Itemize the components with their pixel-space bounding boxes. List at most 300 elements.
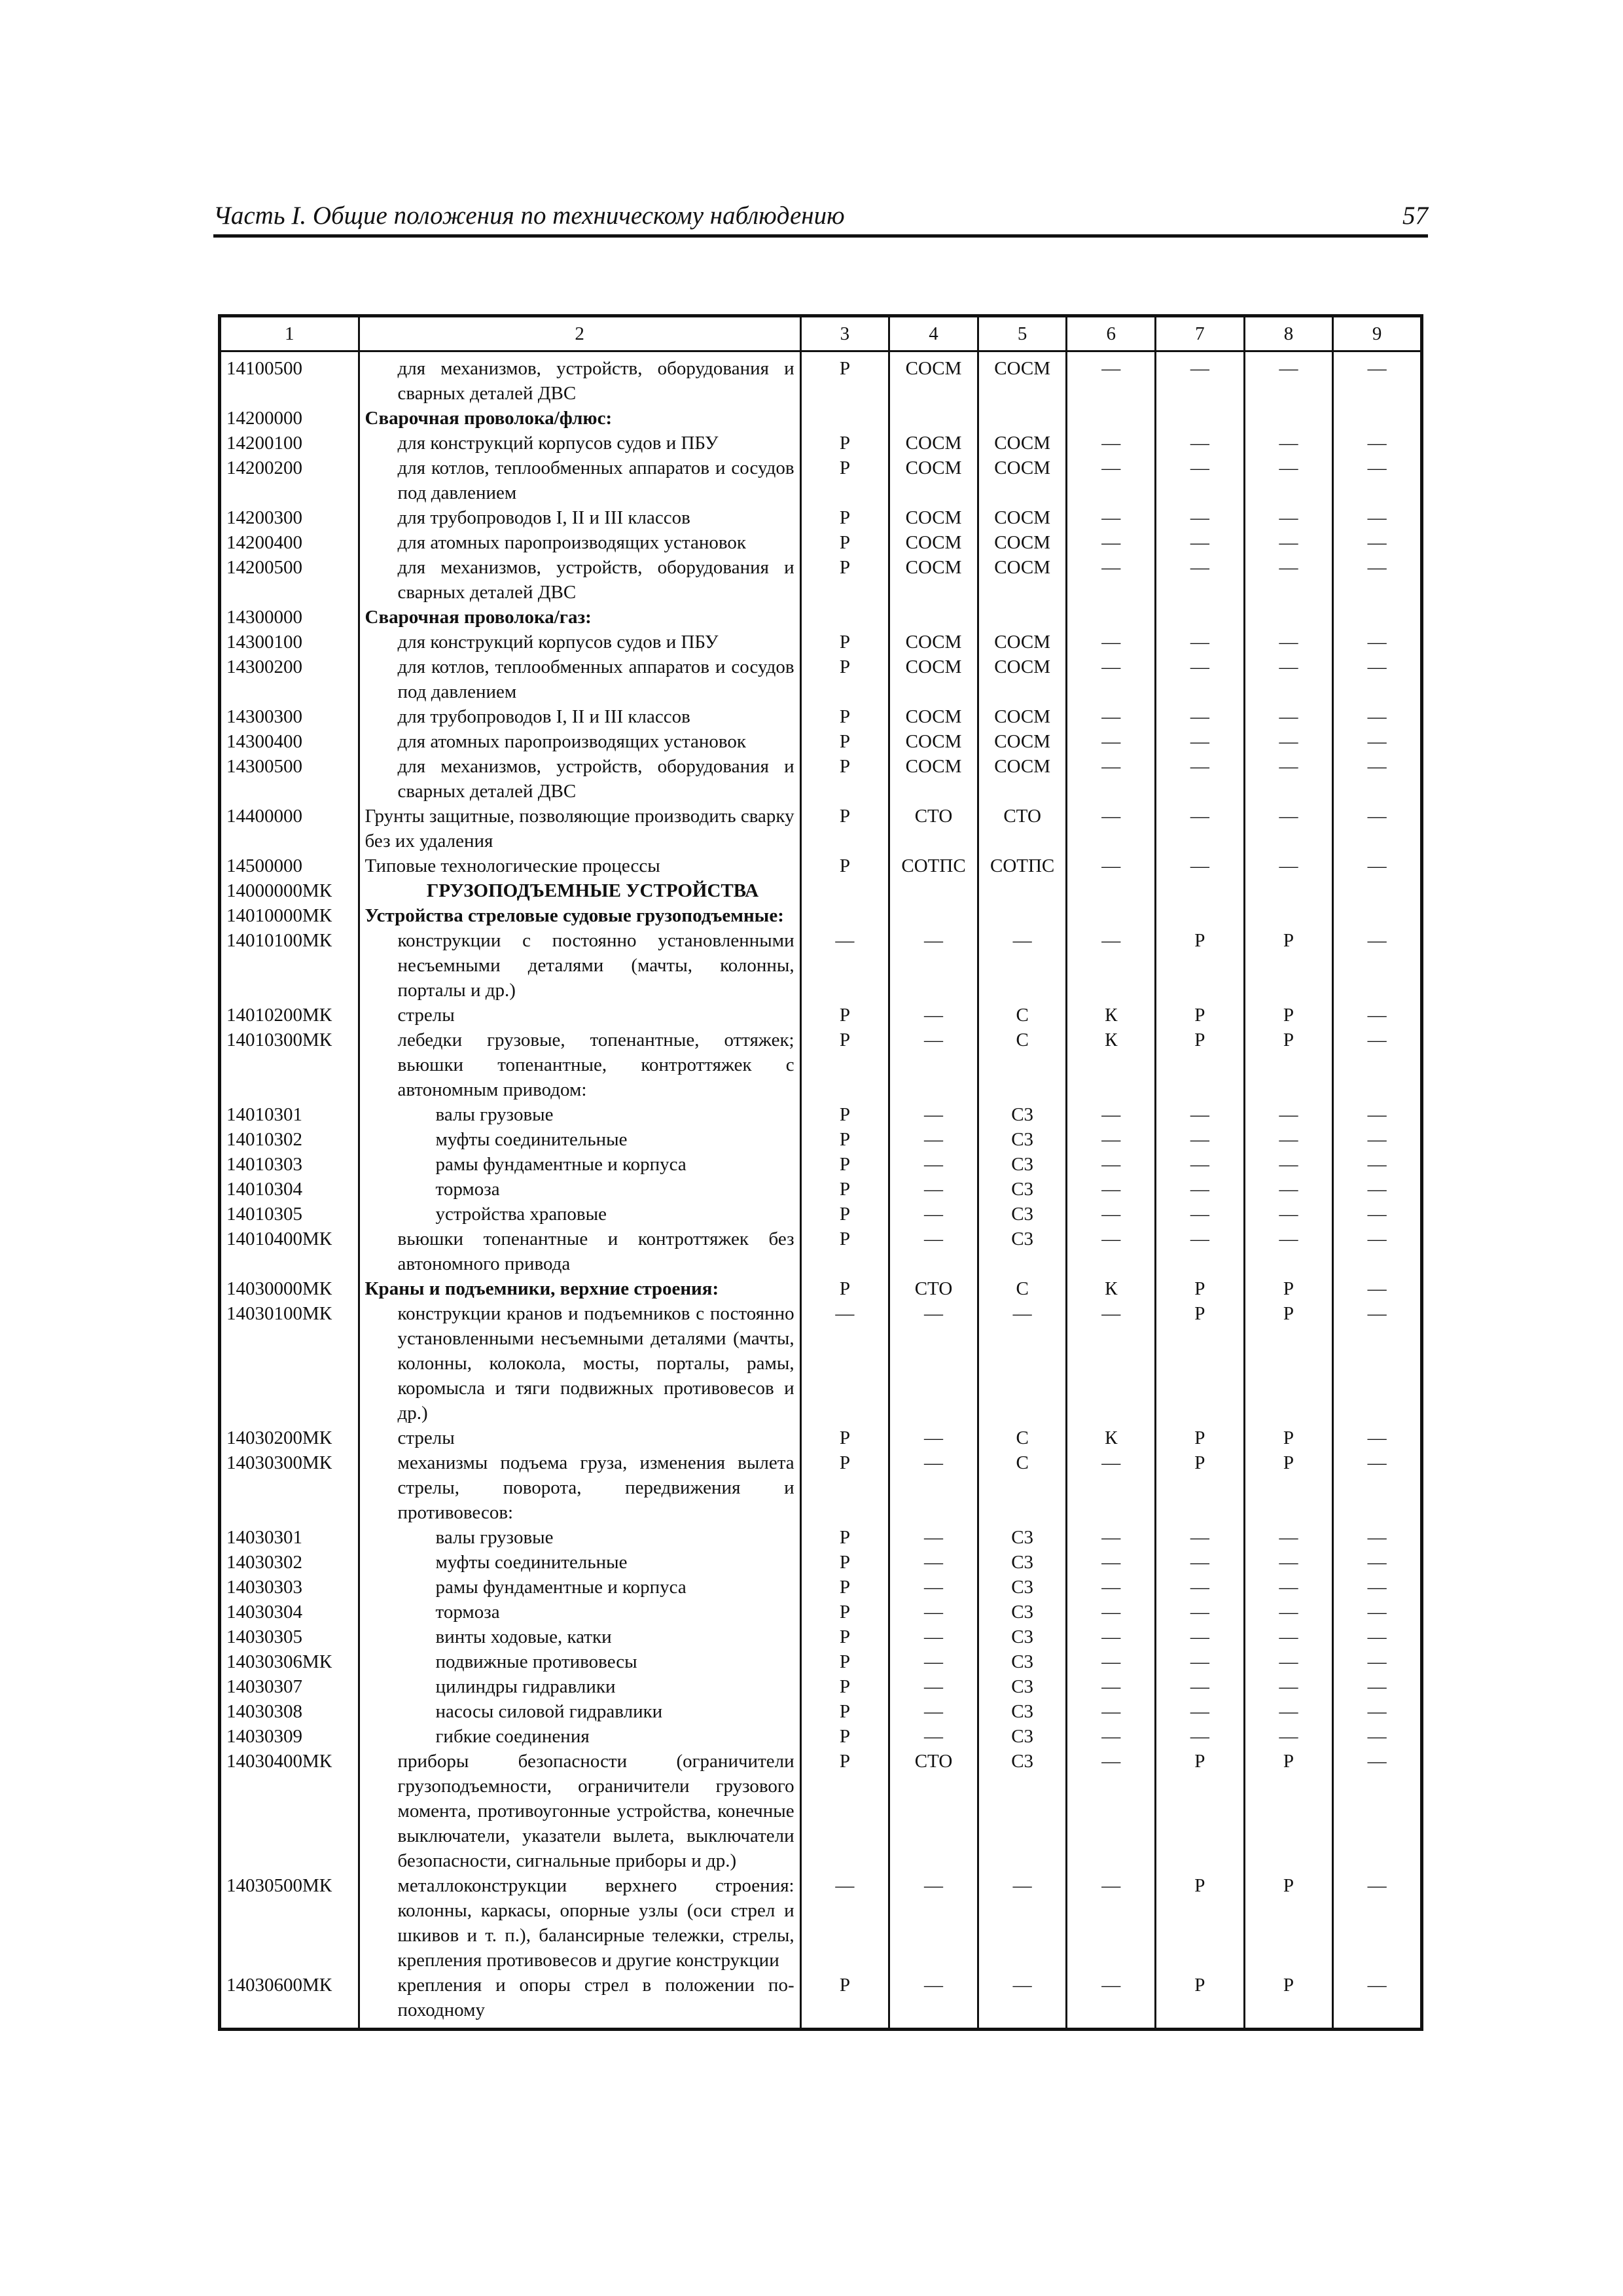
item-name: рамы фундаментные и корпуса	[435, 1154, 687, 1175]
table-row	[220, 1276, 1422, 1301]
value-cell-c8: —	[1244, 1624, 1333, 1649]
value-cell-c3: —	[800, 928, 889, 1003]
value-cell-c3: Р	[800, 555, 889, 605]
value-cell-c5: СОСМ	[978, 655, 1067, 704]
item-code: 14200000	[220, 406, 359, 431]
value-cell-c3: Р	[800, 1749, 889, 1873]
table-row	[220, 1177, 1422, 1202]
value-cell-c5: С	[978, 1003, 1067, 1028]
value-cell-c4: —	[889, 1600, 978, 1624]
table-header-row	[220, 316, 1422, 351]
table-row	[220, 1600, 1422, 1624]
value-cell-c5: С3	[978, 1749, 1067, 1873]
item-name-cell	[359, 1749, 800, 1873]
value-cell-c5: С3	[978, 1227, 1067, 1276]
value-cell-c4: —	[889, 1426, 978, 1450]
value-cell-c8: —	[1244, 804, 1333, 853]
value-cell-c3: Р	[800, 1649, 889, 1674]
item-name-cell	[359, 655, 800, 704]
table-row	[220, 605, 1422, 630]
value-cell-c3: Р	[800, 1102, 889, 1127]
value-cell-c5: С3	[978, 1624, 1067, 1649]
value-cell-c5: С	[978, 1028, 1067, 1102]
item-name-cell	[359, 1102, 800, 1127]
table-row	[220, 903, 1422, 928]
value-cell-c8: —	[1244, 1575, 1333, 1600]
column-header: 7	[1156, 316, 1245, 351]
table-row	[220, 1450, 1422, 1525]
value-cell-c3: —	[800, 1873, 889, 1973]
value-cell-c9: —	[1333, 1450, 1422, 1525]
value-cell-c4: —	[889, 1301, 978, 1426]
value-cell-c9: —	[1333, 630, 1422, 655]
value-cell-c4: —	[889, 1674, 978, 1699]
value-cell-c5	[978, 605, 1067, 630]
table-row	[220, 853, 1422, 878]
value-cell-c6: —	[1067, 505, 1156, 530]
item-code: 14200200	[220, 456, 359, 505]
value-cell-c7: Р	[1156, 1450, 1245, 1525]
item-name-cell	[359, 903, 800, 928]
column-header: 2	[359, 316, 800, 351]
value-cell-c9: —	[1333, 1102, 1422, 1127]
value-cell-c6: —	[1067, 1152, 1156, 1177]
item-code: 14030309	[220, 1724, 359, 1749]
value-cell-c9: —	[1333, 1550, 1422, 1575]
value-cell-c8: —	[1244, 431, 1333, 456]
value-cell-c6: —	[1067, 754, 1156, 804]
value-cell-c9: —	[1333, 1699, 1422, 1724]
value-cell-c7: —	[1156, 1699, 1245, 1724]
item-name: Краны и подъемники, верхние строения:	[365, 1278, 719, 1299]
value-cell-c7: —	[1156, 1177, 1245, 1202]
table-row	[220, 704, 1422, 729]
value-cell-c9: —	[1333, 704, 1422, 729]
value-cell-c6: —	[1067, 1674, 1156, 1699]
table-row	[220, 351, 1422, 406]
value-cell-c4: —	[889, 1699, 978, 1724]
value-cell-c7	[1156, 605, 1245, 630]
value-cell-c9: —	[1333, 1227, 1422, 1276]
value-cell-c5	[978, 903, 1067, 928]
item-code: 14300400	[220, 729, 359, 754]
item-code: 14200500	[220, 555, 359, 605]
value-cell-c8: —	[1244, 1550, 1333, 1575]
value-cell-c6: —	[1067, 431, 1156, 456]
item-name-cell	[359, 1003, 800, 1028]
item-name-cell	[359, 1152, 800, 1177]
value-cell-c5: СОСМ	[978, 754, 1067, 804]
value-cell-c4	[889, 605, 978, 630]
table-row	[220, 406, 1422, 431]
value-cell-c6: —	[1067, 1600, 1156, 1624]
value-cell-c9: —	[1333, 1525, 1422, 1550]
value-cell-c9: —	[1333, 1575, 1422, 1600]
value-cell-c3: Р	[800, 431, 889, 456]
value-cell-c3: Р	[800, 351, 889, 406]
value-cell-c8: Р	[1244, 1450, 1333, 1525]
value-cell-c3: Р	[800, 729, 889, 754]
value-cell-c7	[1156, 903, 1245, 928]
column-header: 9	[1333, 316, 1422, 351]
value-cell-c8: Р	[1244, 1873, 1333, 1973]
value-cell-c3: Р	[800, 1127, 889, 1152]
item-code: 14200100	[220, 431, 359, 456]
value-cell-c6: К	[1067, 1003, 1156, 1028]
value-cell-c8	[1244, 605, 1333, 630]
page-title: Часть I. Общие положения по техническому наблюдению	[213, 202, 845, 230]
table-row	[220, 1873, 1422, 1973]
item-name: конструкции кранов и подъемников с постоянно установленными несъемными деталями (мачты, колонны, колокола, мосты, порталы, рамы, коромысла и тяги подвижных противовесов и др.)	[397, 1303, 794, 1424]
value-cell-c8: Р	[1244, 1276, 1333, 1301]
value-cell-c3	[800, 406, 889, 431]
item-name: стрелы	[397, 1427, 455, 1448]
column-header: 5	[978, 316, 1067, 351]
value-cell-c9: —	[1333, 1973, 1422, 2030]
item-name-cell	[359, 1450, 800, 1525]
item-name: подвижные противовесы	[435, 1651, 637, 1672]
item-name-cell	[359, 530, 800, 555]
table-row	[220, 1426, 1422, 1450]
value-cell-c4: —	[889, 1973, 978, 2030]
value-cell-c8: —	[1244, 505, 1333, 530]
value-cell-c8: —	[1244, 1202, 1333, 1227]
value-cell-c4	[889, 406, 978, 431]
value-cell-c8: —	[1244, 729, 1333, 754]
value-cell-c9: —	[1333, 1202, 1422, 1227]
value-cell-c6: —	[1067, 1202, 1156, 1227]
page-header	[213, 196, 1428, 238]
column-header: 3	[800, 316, 889, 351]
value-cell-c7: —	[1156, 754, 1245, 804]
value-cell-c6	[1067, 406, 1156, 431]
value-cell-c5: СОСМ	[978, 729, 1067, 754]
value-cell-c9: —	[1333, 431, 1422, 456]
value-cell-c5: С3	[978, 1177, 1067, 1202]
value-cell-c8: —	[1244, 1724, 1333, 1749]
column-header: 4	[889, 316, 978, 351]
table-row	[220, 505, 1422, 530]
item-code: 14100500	[220, 351, 359, 406]
value-cell-c6: —	[1067, 1102, 1156, 1127]
item-name: гибкие соединения	[435, 1726, 590, 1747]
item-code: 14010300МК	[220, 1028, 359, 1102]
value-cell-c6: —	[1067, 351, 1156, 406]
item-code: 14030500МК	[220, 1873, 359, 1973]
item-code: 14030306МК	[220, 1649, 359, 1674]
item-name-cell	[359, 505, 800, 530]
item-name-cell	[359, 1276, 800, 1301]
item-code: 14200400	[220, 530, 359, 555]
value-cell-c6: —	[1067, 530, 1156, 555]
value-cell-c6: К	[1067, 1276, 1156, 1301]
value-cell-c6: —	[1067, 1127, 1156, 1152]
table-row	[220, 878, 1422, 903]
item-name-cell	[359, 1028, 800, 1102]
item-name: для механизмов, устройств, оборудования и сварных деталей ДВС	[397, 557, 794, 603]
value-cell-c8	[1244, 406, 1333, 431]
item-code: 14030200МК	[220, 1426, 359, 1450]
value-cell-c4: СТО	[889, 1749, 978, 1873]
value-cell-c6: —	[1067, 804, 1156, 853]
value-cell-c9: —	[1333, 655, 1422, 704]
item-code: 14010303	[220, 1152, 359, 1177]
value-cell-c9: —	[1333, 754, 1422, 804]
value-cell-c4: —	[889, 1873, 978, 1973]
value-cell-c5: СОСМ	[978, 456, 1067, 505]
value-cell-c6: —	[1067, 1227, 1156, 1276]
value-cell-c5: С3	[978, 1600, 1067, 1624]
value-cell-c5: С3	[978, 1202, 1067, 1227]
value-cell-c6: К	[1067, 1028, 1156, 1102]
value-cell-c8: —	[1244, 754, 1333, 804]
value-cell-c7: —	[1156, 351, 1245, 406]
item-code: 14030300МК	[220, 1450, 359, 1525]
value-cell-c4	[889, 878, 978, 903]
item-code: 14400000	[220, 804, 359, 853]
value-cell-c6: —	[1067, 1973, 1156, 2030]
value-cell-c9: —	[1333, 1028, 1422, 1102]
value-cell-c5: —	[978, 1873, 1067, 1973]
item-name-cell	[359, 1624, 800, 1649]
value-cell-c3	[800, 903, 889, 928]
item-name: Сварочная проволока/газ:	[365, 607, 592, 628]
value-cell-c6: —	[1067, 1724, 1156, 1749]
item-name-cell	[359, 1525, 800, 1550]
value-cell-c7: —	[1156, 1152, 1245, 1177]
value-cell-c6: —	[1067, 1873, 1156, 1973]
value-cell-c5	[978, 878, 1067, 903]
value-cell-c8: —	[1244, 853, 1333, 878]
table-row	[220, 1550, 1422, 1575]
value-cell-c9: —	[1333, 1152, 1422, 1177]
item-name: стрелы	[397, 1005, 455, 1026]
value-cell-c5: СОСМ	[978, 555, 1067, 605]
item-code: 14030304	[220, 1600, 359, 1624]
value-cell-c7: Р	[1156, 1028, 1245, 1102]
value-cell-c7: —	[1156, 655, 1245, 704]
table-row	[220, 754, 1422, 804]
value-cell-c3: Р	[800, 804, 889, 853]
table-row	[220, 530, 1422, 555]
item-name: для котлов, теплообменных аппаратов и сосудов под давлением	[397, 656, 794, 702]
item-code: 14200300	[220, 505, 359, 530]
item-code: 14010200МК	[220, 1003, 359, 1028]
value-cell-c6	[1067, 903, 1156, 928]
value-cell-c8	[1244, 903, 1333, 928]
value-cell-c9	[1333, 878, 1422, 903]
item-code: 14030600МК	[220, 1973, 359, 2030]
value-cell-c6	[1067, 878, 1156, 903]
value-cell-c3: Р	[800, 1028, 889, 1102]
value-cell-c5: С3	[978, 1550, 1067, 1575]
value-cell-c8: —	[1244, 1127, 1333, 1152]
item-name: валы грузовые	[435, 1104, 554, 1125]
value-cell-c9: —	[1333, 1624, 1422, 1649]
value-cell-c6: —	[1067, 928, 1156, 1003]
item-name-cell	[359, 1202, 800, 1227]
item-name-cell	[359, 1301, 800, 1426]
value-cell-c9: —	[1333, 1674, 1422, 1699]
item-name-cell	[359, 351, 800, 406]
value-cell-c9: —	[1333, 1600, 1422, 1624]
item-code: 14030400МК	[220, 1749, 359, 1873]
table-row	[220, 431, 1422, 456]
item-code: 14500000	[220, 853, 359, 878]
item-name-cell	[359, 754, 800, 804]
item-code: 14010304	[220, 1177, 359, 1202]
value-cell-c9	[1333, 903, 1422, 928]
value-cell-c8: Р	[1244, 1749, 1333, 1873]
value-cell-c7: —	[1156, 1600, 1245, 1624]
value-cell-c3: Р	[800, 1699, 889, 1724]
value-cell-c3: Р	[800, 1550, 889, 1575]
value-cell-c9: —	[1333, 729, 1422, 754]
column-header: 8	[1244, 316, 1333, 351]
value-cell-c9: —	[1333, 1749, 1422, 1873]
value-cell-c5: —	[978, 1301, 1067, 1426]
item-code: 14000000МК	[220, 878, 359, 903]
table-row	[220, 1102, 1422, 1127]
value-cell-c4: —	[889, 1127, 978, 1152]
value-cell-c9: —	[1333, 1301, 1422, 1426]
value-cell-c3: Р	[800, 1624, 889, 1649]
value-cell-c5: С	[978, 1426, 1067, 1450]
item-name-cell	[359, 1575, 800, 1600]
value-cell-c5	[978, 406, 1067, 431]
table-row	[220, 456, 1422, 505]
value-cell-c7: —	[1156, 1575, 1245, 1600]
value-cell-c4: СОСМ	[889, 729, 978, 754]
value-cell-c8: —	[1244, 555, 1333, 605]
item-name: винты ходовые, катки	[435, 1626, 612, 1647]
item-code: 14030000МК	[220, 1276, 359, 1301]
item-name-cell	[359, 1873, 800, 1973]
item-name-cell	[359, 1227, 800, 1276]
value-cell-c3	[800, 878, 889, 903]
value-cell-c8: Р	[1244, 928, 1333, 1003]
value-cell-c3: Р	[800, 853, 889, 878]
item-name: для механизмов, устройств, оборудования и сварных деталей ДВС	[397, 756, 794, 802]
table-row	[220, 1152, 1422, 1177]
value-cell-c9: —	[1333, 1276, 1422, 1301]
table-row	[220, 1003, 1422, 1028]
value-cell-c8: —	[1244, 1649, 1333, 1674]
table-row	[220, 630, 1422, 655]
value-cell-c5: СОСМ	[978, 630, 1067, 655]
item-code: 14010301	[220, 1102, 359, 1127]
value-cell-c6: —	[1067, 1525, 1156, 1550]
value-cell-c4: —	[889, 1202, 978, 1227]
value-cell-c7: —	[1156, 804, 1245, 853]
value-cell-c6: —	[1067, 1649, 1156, 1674]
value-cell-c4: —	[889, 1724, 978, 1749]
item-name: для трубопроводов I, II и III классов	[397, 507, 690, 528]
value-cell-c7: —	[1156, 1102, 1245, 1127]
value-cell-c4: СОСМ	[889, 655, 978, 704]
value-cell-c9: —	[1333, 351, 1422, 406]
item-code: 14010305	[220, 1202, 359, 1227]
value-cell-c3: Р	[800, 456, 889, 505]
item-name-cell	[359, 406, 800, 431]
value-cell-c3: Р	[800, 1152, 889, 1177]
table-row	[220, 1525, 1422, 1550]
value-cell-c8: —	[1244, 630, 1333, 655]
item-name: для конструкций корпусов судов и ПБУ	[397, 433, 719, 454]
value-cell-c4: —	[889, 1649, 978, 1674]
value-cell-c8: Р	[1244, 1003, 1333, 1028]
value-cell-c5: СОТПС	[978, 853, 1067, 878]
value-cell-c3: Р	[800, 754, 889, 804]
table-row	[220, 928, 1422, 1003]
value-cell-c4: СОСМ	[889, 630, 978, 655]
item-code: 14030305	[220, 1624, 359, 1649]
value-cell-c3: Р	[800, 1575, 889, 1600]
value-cell-c3: Р	[800, 1003, 889, 1028]
item-code: 14300000	[220, 605, 359, 630]
value-cell-c8: Р	[1244, 1301, 1333, 1426]
value-cell-c3: —	[800, 1301, 889, 1426]
item-name: цилиндры гидравлики	[435, 1676, 616, 1697]
item-name: для трубопроводов I, II и III классов	[397, 706, 690, 727]
item-name-cell	[359, 456, 800, 505]
column-header: 1	[220, 316, 359, 351]
value-cell-c6: —	[1067, 1749, 1156, 1873]
value-cell-c8: Р	[1244, 1028, 1333, 1102]
value-cell-c7	[1156, 406, 1245, 431]
item-code: 14010100МК	[220, 928, 359, 1003]
value-cell-c6: —	[1067, 1450, 1156, 1525]
table-row	[220, 1973, 1422, 2030]
value-cell-c5: С3	[978, 1674, 1067, 1699]
value-cell-c4: СОСМ	[889, 505, 978, 530]
item-code: 14010400МК	[220, 1227, 359, 1276]
value-cell-c6	[1067, 605, 1156, 630]
value-cell-c8: —	[1244, 1525, 1333, 1550]
value-cell-c4: СОСМ	[889, 351, 978, 406]
value-cell-c4: —	[889, 1525, 978, 1550]
value-cell-c7: —	[1156, 630, 1245, 655]
table-row	[220, 1749, 1422, 1873]
item-name-cell	[359, 804, 800, 853]
item-name: для атомных паропроизводящих установок	[397, 532, 746, 553]
value-cell-c3: Р	[800, 1276, 889, 1301]
value-cell-c5: С3	[978, 1127, 1067, 1152]
item-name: для атомных паропроизводящих установок	[397, 731, 746, 752]
value-cell-c7: —	[1156, 555, 1245, 605]
value-cell-c9: —	[1333, 555, 1422, 605]
value-cell-c5: С3	[978, 1152, 1067, 1177]
item-code: 14010000МК	[220, 903, 359, 928]
value-cell-c5: С3	[978, 1575, 1067, 1600]
value-cell-c5: СОСМ	[978, 704, 1067, 729]
value-cell-c7: —	[1156, 505, 1245, 530]
item-name-cell	[359, 1699, 800, 1724]
value-cell-c7: —	[1156, 1624, 1245, 1649]
value-cell-c8: —	[1244, 1699, 1333, 1724]
value-cell-c7: Р	[1156, 1276, 1245, 1301]
value-cell-c5: С3	[978, 1724, 1067, 1749]
value-cell-c4: —	[889, 928, 978, 1003]
value-cell-c3: Р	[800, 1674, 889, 1699]
value-cell-c3: Р	[800, 505, 889, 530]
value-cell-c7: Р	[1156, 1301, 1245, 1426]
item-name: конструкции с постоянно установленными несъемными деталями (мачты, колонны, порталы и др.)	[397, 930, 794, 1001]
item-name: лебедки грузовые, топенантные, оттяжек; вьюшки топенантные, контроттяжек с автономным приводом:	[397, 1030, 794, 1100]
item-name: тормоза	[435, 1179, 500, 1200]
value-cell-c7: Р	[1156, 1749, 1245, 1873]
value-cell-c9: —	[1333, 1003, 1422, 1028]
